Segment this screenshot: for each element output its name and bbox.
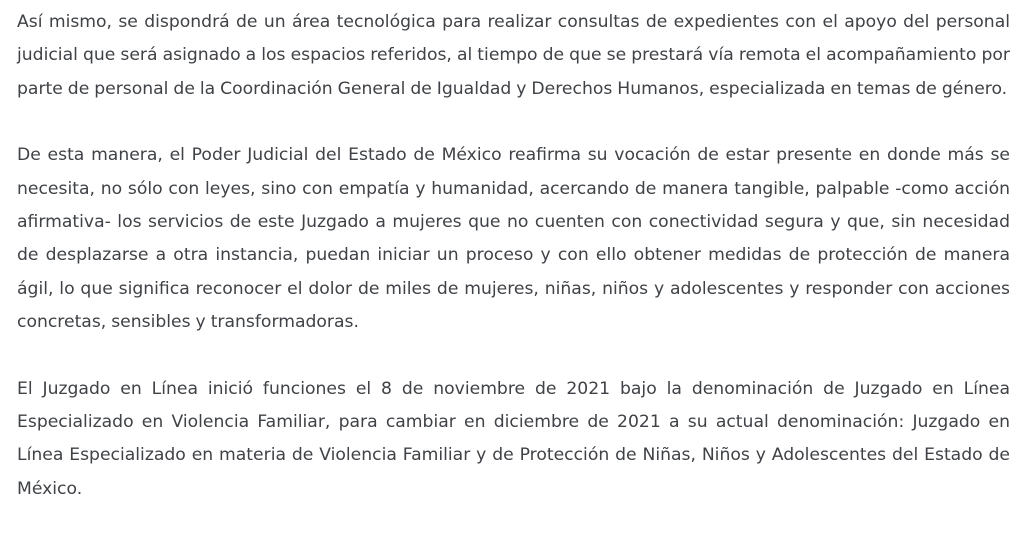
paragraph-judicial-commitment: De esta manera, el Poder Judicial del Estado de México reafirma su vocación de estar presente en donde más se necesita, no sólo con leyes, sino con empatía y humanidad, acercando de manera tangible, palpable -como acción afirmativa- los servicios de este Juzgado a mujeres que no cuenten con conectividad segura y que, sin necesidad de desplazarse a otra instancia, puedan iniciar un proceso y con ello obtener medidas de protección de manera ágil, lo que significa reconocer el dolor de miles de mujeres, niñas, niños y adolescentes y responder con acciones concretas, sensibles y transformadoras. bbox=[17, 145, 1010, 332]
paragraph-technology-area: Así mismo, se dispondrá de un área tecnológica para realizar consultas de expedientes con el apoyo del personal judicial que será asignado a los espacios referidos, al tiempo de que se prestará vía remota el acompañamiento por parte de personal de la Coordinación General de Igualdad y Derechos Humanos, especializada en temas de género. bbox=[17, 12, 1010, 99]
paragraph-court-history: El Juzgado en Línea inició funciones el 8 de noviembre de 2021 bajo la denominación de Juzgado en Línea Especializado en Violencia Familiar, para cambiar en diciembre de 2021 a su actual denominación: Juzgado en Línea Especializado en materia de Violencia Familiar y de Protección de Niñas, Niños y Adolescentes del Estado de México. bbox=[17, 378, 1010, 499]
article-body bbox=[17, 6, 1010, 506]
